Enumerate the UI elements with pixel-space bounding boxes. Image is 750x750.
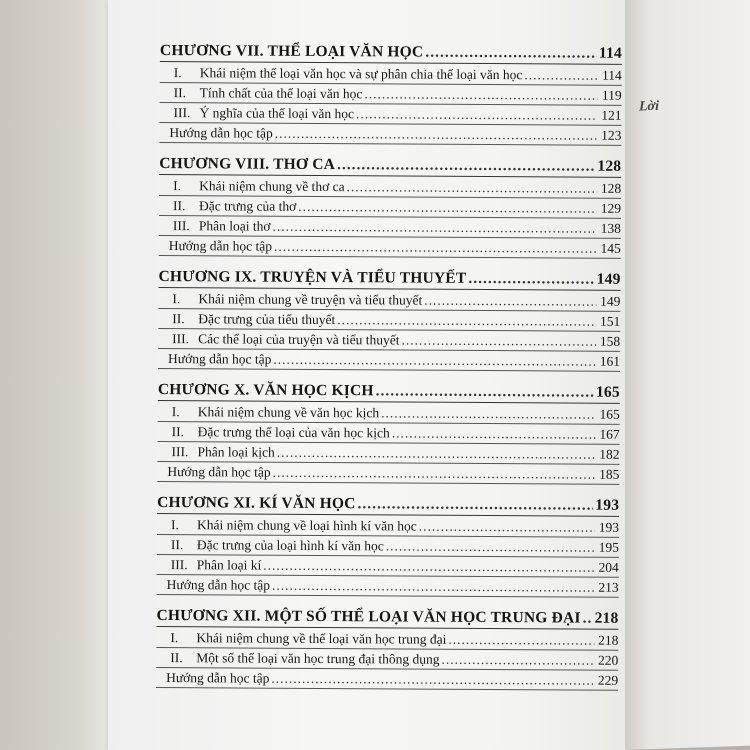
entry-number: II. (173, 85, 187, 101)
entry-page-number: 129 (600, 200, 622, 216)
toc-entry (160, 84, 622, 106)
chapter-heading (156, 607, 618, 630)
entry-number: III. (171, 444, 189, 460)
entry-title: Một số thể loại văn học trung đại thông dụng (196, 650, 440, 667)
dot-leader (376, 382, 594, 401)
entry-title: Phân loại kí (196, 557, 262, 573)
entry-title: Đặc trưng của tiểu thuyết (198, 311, 336, 328)
chapter-title: CHƯƠNG XI. KÍ VĂN HỌC (157, 493, 356, 513)
toc-entry (159, 197, 621, 219)
entry-page-number: 161 (599, 353, 621, 369)
entry-title: Phân loại thơ (198, 218, 271, 234)
chapter-title: CHƯƠNG VIII. THƠ CA (159, 154, 336, 174)
entry-page-number: 119 (601, 87, 622, 103)
chapter-title: CHƯƠNG VII. THỂ LOẠI VĂN HỌC (159, 42, 424, 61)
dot-leader (275, 125, 598, 145)
dot-leader (263, 557, 595, 577)
entry-title: Ý nghĩa của thể loại văn học (199, 105, 355, 122)
chapter-page-number: 114 (598, 44, 622, 62)
entry-page-number: 185 (599, 466, 620, 482)
toc-entry (156, 649, 618, 671)
chapter-section (156, 607, 618, 691)
entry-page-number: 158 (599, 333, 621, 349)
chapter-page-number: 165 (595, 383, 620, 401)
dot-leader (273, 351, 596, 371)
dot-leader (277, 444, 596, 464)
entry-title: Hướng dẫn học tập (169, 125, 273, 141)
entry-page-number: 138 (600, 220, 621, 236)
toc-entry (159, 217, 621, 239)
chapter-section (157, 381, 620, 485)
entry-page-number: 128 (600, 180, 622, 196)
entry-number: I. (173, 65, 182, 81)
entry-number: I. (171, 404, 180, 420)
dot-leader (468, 270, 594, 289)
entry-number: I. (173, 178, 182, 194)
entry-page-number: 167 (599, 426, 620, 442)
toc-entry (158, 310, 620, 332)
study-guide-entry (159, 124, 621, 146)
toc-entry (158, 330, 620, 352)
entry-page-number: 165 (599, 406, 620, 422)
entry-page-number: 182 (599, 446, 620, 462)
toc-entry (157, 536, 619, 558)
adjacent-page-text: Lời (639, 98, 659, 115)
chapter-title: CHƯƠNG X. VĂN HỌC KỊCH (157, 380, 374, 400)
entry-page-number: 149 (600, 293, 621, 309)
entry-title: Các thể loại của truyện và tiểu thuyết (198, 331, 400, 348)
chapter-heading (158, 268, 620, 291)
toc-entry (158, 423, 620, 445)
entry-title: Phân loại kịch (197, 444, 275, 460)
entry-title: Đặc trưng của loại hình kí văn học (196, 537, 384, 554)
adjacent-page (625, 0, 750, 750)
entry-title: Đặc trưng thể loại của văn học kịch (197, 424, 390, 441)
table-of-contents (156, 42, 622, 703)
study-guide-entry (156, 669, 618, 691)
chapter-page-number: 128 (597, 157, 622, 175)
entry-title: Khái niệm chung về văn học kịch (197, 404, 380, 421)
study-guide-entry (157, 576, 619, 598)
entry-title: Khái niệm chung về thể loại văn học trung đại (196, 630, 447, 647)
dot-leader (442, 651, 595, 670)
dot-leader (274, 238, 597, 258)
entry-number: III. (172, 331, 190, 347)
entry-page-number: 195 (598, 539, 619, 555)
chapter-heading (158, 381, 620, 404)
entry-title: Khái niệm chung về truyện và tiểu thuyết (198, 291, 423, 308)
dot-leader (272, 218, 596, 238)
dot-leader (386, 537, 595, 556)
chapter-title: CHƯƠNG IX. TRUYỆN VÀ TIỂU THUYẾT (158, 267, 467, 287)
entry-title: Hướng dẫn học tập (167, 464, 271, 480)
entry-number: II. (172, 311, 185, 327)
dot-leader (419, 518, 595, 537)
toc-entry (157, 556, 619, 578)
background-left (0, 0, 110, 750)
toc-entry (159, 177, 621, 199)
dot-leader (356, 105, 598, 124)
entry-page-number: 114 (602, 67, 622, 83)
dot-leader (401, 331, 596, 350)
entry-page-number: 213 (598, 579, 619, 595)
dot-leader (337, 156, 595, 176)
toc-entry (160, 64, 622, 86)
chapter-section (159, 42, 622, 146)
entry-number: I. (171, 517, 179, 533)
chapter-section (159, 155, 622, 259)
dot-leader (448, 631, 594, 650)
entry-page-number: 193 (598, 519, 620, 535)
chapter-page-number: 193 (595, 496, 620, 514)
entry-number: II. (170, 537, 184, 553)
dot-leader (524, 66, 598, 84)
entry-title: Hướng dẫn học tập (166, 670, 270, 686)
entry-number: III. (173, 105, 191, 121)
study-guide-entry (159, 237, 621, 259)
chapter-page-number: 218 (594, 609, 619, 627)
dot-leader (271, 670, 594, 690)
toc-entry (160, 104, 622, 126)
entry-page-number: 229 (597, 672, 619, 688)
chapter-title: CHƯƠNG XII. MỘT SỐ THỂ LOẠI VĂN HỌC TRUNG ĐẠI (156, 606, 581, 627)
chapter-heading (159, 155, 621, 178)
entry-title: Khái niệm thể loại văn học và sự phân chia thể loại văn học (199, 65, 523, 83)
toc-entry (157, 516, 619, 538)
chapter-section (158, 268, 621, 372)
dot-leader (381, 404, 596, 423)
entry-page-number: 145 (600, 240, 621, 256)
entry-number: I. (172, 291, 181, 307)
study-guide-entry (158, 350, 620, 372)
entry-title: Hướng dẫn học tập (168, 351, 272, 367)
dot-leader (337, 311, 596, 331)
entry-title: Hướng dẫn học tập (166, 577, 271, 593)
entry-page-number: 204 (598, 559, 619, 575)
entry-title: Khái niệm chung về thơ ca (199, 178, 345, 195)
chapter-heading (160, 42, 622, 65)
chapter-page-number: 149 (596, 270, 621, 288)
entry-number: III. (170, 557, 188, 573)
dot-leader (272, 577, 595, 597)
entry-number: I. (170, 630, 179, 646)
toc-entry (158, 403, 620, 425)
entry-page-number: 151 (600, 313, 621, 329)
entry-page-number: 121 (601, 107, 622, 123)
entry-title: Hướng dẫn học tập (168, 238, 273, 254)
entry-title: Đặc trưng của thơ (198, 198, 297, 214)
entry-page-number: 220 (597, 652, 619, 668)
toc-entry (156, 629, 618, 651)
dot-leader (358, 495, 594, 514)
chapter-heading (157, 494, 619, 517)
entry-number: III. (172, 218, 190, 234)
dot-leader (298, 198, 597, 218)
entry-number: II. (172, 198, 186, 214)
toc-entry (157, 443, 619, 465)
entry-page-number: 218 (598, 632, 619, 648)
entry-number: II. (170, 650, 183, 666)
chapter-section (157, 494, 620, 598)
dot-leader (273, 464, 596, 484)
entry-page-number: 123 (601, 127, 622, 143)
dot-leader (424, 292, 596, 311)
dot-leader (364, 85, 597, 104)
study-guide-entry (157, 463, 619, 485)
entry-number: II. (171, 424, 185, 440)
entry-title: Khái niệm chung về loại hình kí văn học (197, 517, 417, 534)
dot-leader (583, 610, 593, 628)
dot-leader (347, 178, 598, 198)
dot-leader (425, 44, 597, 63)
dot-leader (392, 424, 596, 443)
entry-title: Tính chất của thể loại văn học (199, 85, 363, 102)
toc-entry (158, 290, 620, 312)
